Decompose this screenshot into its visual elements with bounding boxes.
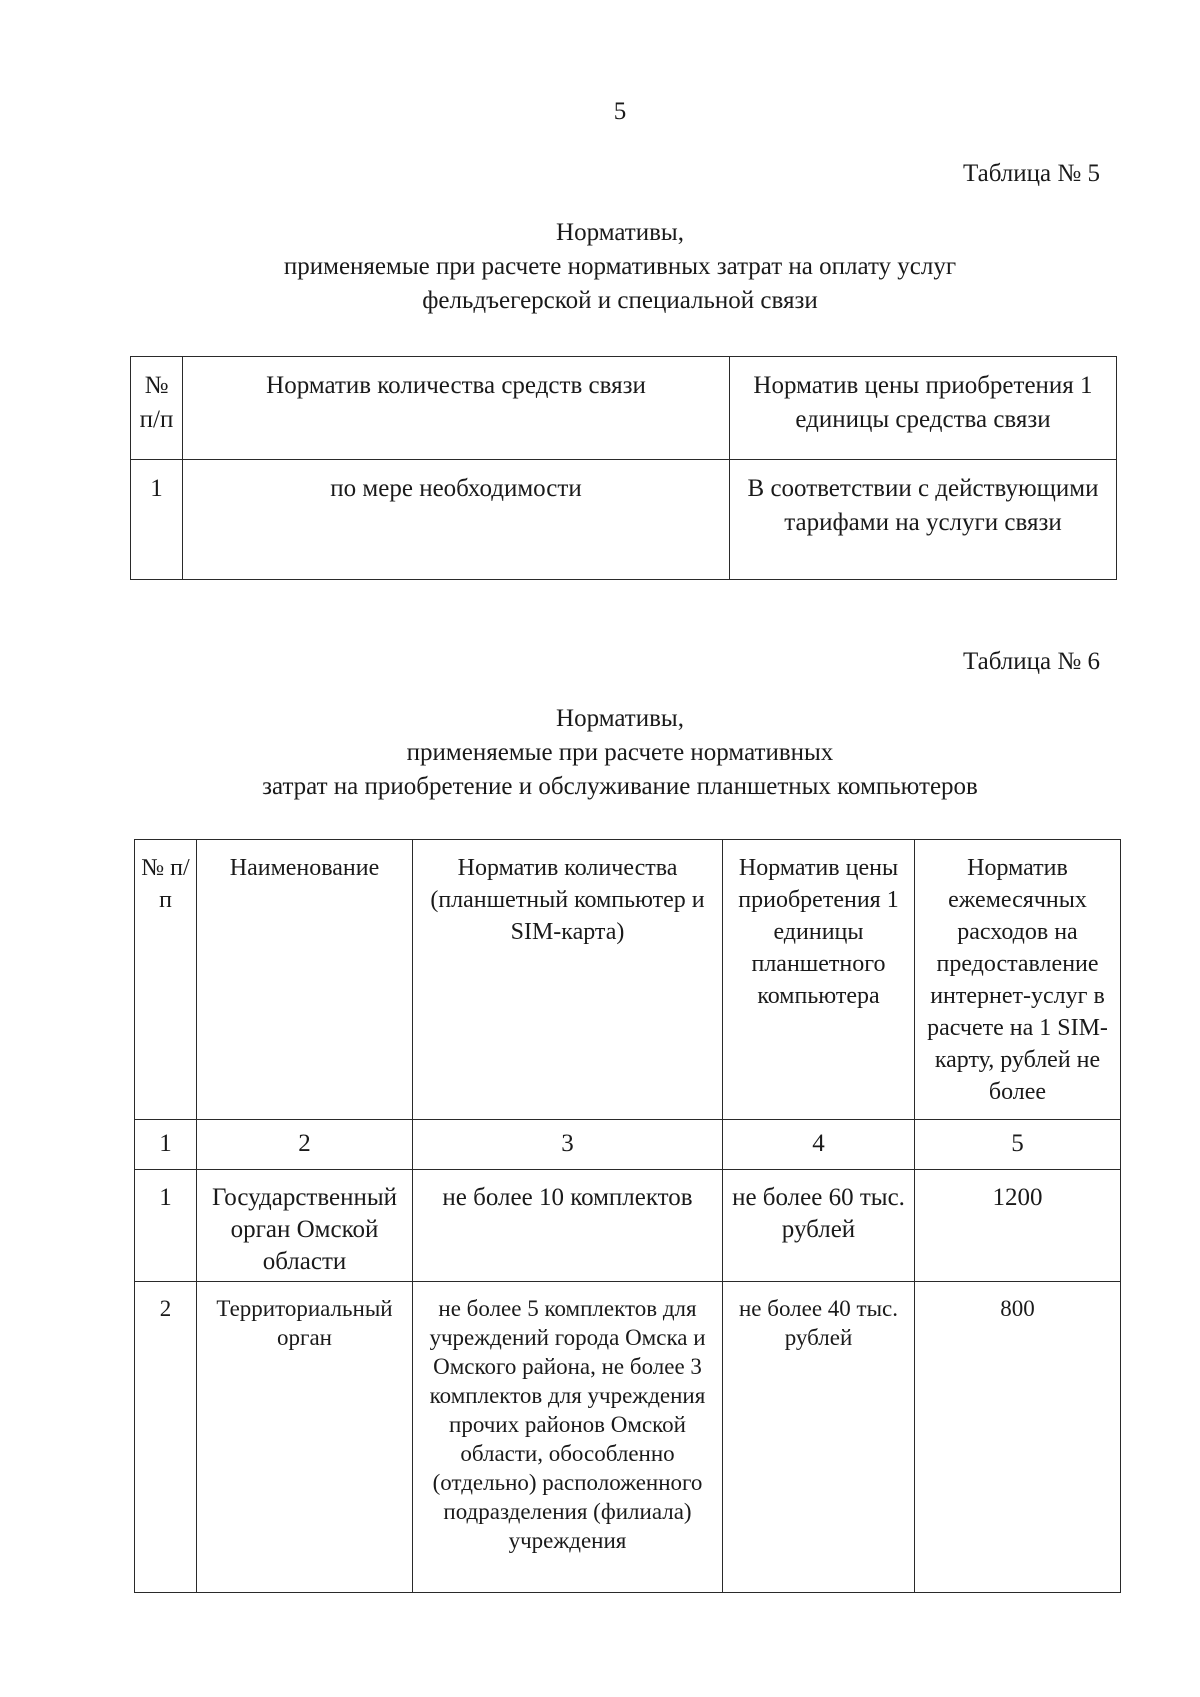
table6-cell: 1 <box>135 1170 197 1282</box>
table5-heading <box>0 216 1200 318</box>
table6-label: Таблица № 6 <box>962 648 1100 675</box>
table6-cell: не более 60 тыс. рублей <box>723 1170 915 1282</box>
table5-cell: по мере необходимости <box>183 460 730 580</box>
table6-cell: не более 10 комплектов <box>413 1170 723 1282</box>
table6-column-number: 4 <box>723 1120 915 1170</box>
table6 <box>134 839 1121 1593</box>
table6-header-cell: Норматив цены приобретения 1 единицы планшетного компьютера <box>723 840 915 1120</box>
table5-heading-line: Нормативы, <box>556 219 684 246</box>
table6-cell: Территориальный орган <box>197 1282 413 1593</box>
table6-heading-line: применяемые при расчете нормативных <box>406 739 834 766</box>
table6-header-cell: Наименование <box>197 840 413 1120</box>
table5-header-cell: Норматив количества средств связи <box>183 357 730 460</box>
table5-label: Таблица № 5 <box>962 160 1100 187</box>
table6-header-cell: № п/п <box>135 840 197 1120</box>
table6-cell: Государственный орган Омской области <box>197 1170 413 1282</box>
table6-cell: 1200 <box>915 1170 1121 1282</box>
table6-row <box>135 1170 1121 1282</box>
table6-column-number: 3 <box>413 1120 723 1170</box>
table5-header-cell: № п/п <box>131 357 183 460</box>
table6-header-row <box>135 840 1121 1120</box>
table6-column-number: 2 <box>197 1120 413 1170</box>
table5-cell: В соответствии с действующими тарифами на услуги связи <box>730 460 1117 580</box>
table5-heading-line: применяемые при расчете нормативных затрат на оплату услуг <box>283 253 957 280</box>
table6-cell: 2 <box>135 1282 197 1593</box>
table5-cell: 1 <box>131 460 183 580</box>
table6-cell: не более 5 комплектов для учреждений города Омска и Омского района, не более 3 комплектов для учреждения прочих районов Омской области, обособленно (отдельно) расположенного подразделения (филиала) учреждения <box>413 1282 723 1593</box>
table6-row <box>135 1282 1121 1593</box>
table6-cell: не более 40 тыс. рублей <box>723 1282 915 1593</box>
table6-column-number-row <box>135 1120 1121 1170</box>
table6-column-number: 5 <box>915 1120 1121 1170</box>
table6-heading-line: затрат на приобретение и обслуживание планшетных компьютеров <box>262 773 978 800</box>
page-number: 5 <box>613 98 627 125</box>
table6-header-cell: Норматив ежемесячных расходов на предоставление интернет-услуг в расчете на 1 SIM-карту, рублей не более <box>915 840 1121 1120</box>
table6-column-number: 1 <box>135 1120 197 1170</box>
table5 <box>130 356 1117 580</box>
table6-heading <box>0 702 1200 804</box>
table6-heading-line: Нормативы, <box>556 705 684 732</box>
table5-header-cell: Норматив цены приобретения 1 единицы средства связи <box>730 357 1117 460</box>
table6-header-cell: Норматив количества (планшетный компьютер и SIM-карта) <box>413 840 723 1120</box>
table5-row <box>131 460 1117 580</box>
table5-heading-line: фельдъегерской и специальной связи <box>422 287 818 314</box>
table6-cell: 800 <box>915 1282 1121 1593</box>
table5-header-row <box>131 357 1117 460</box>
